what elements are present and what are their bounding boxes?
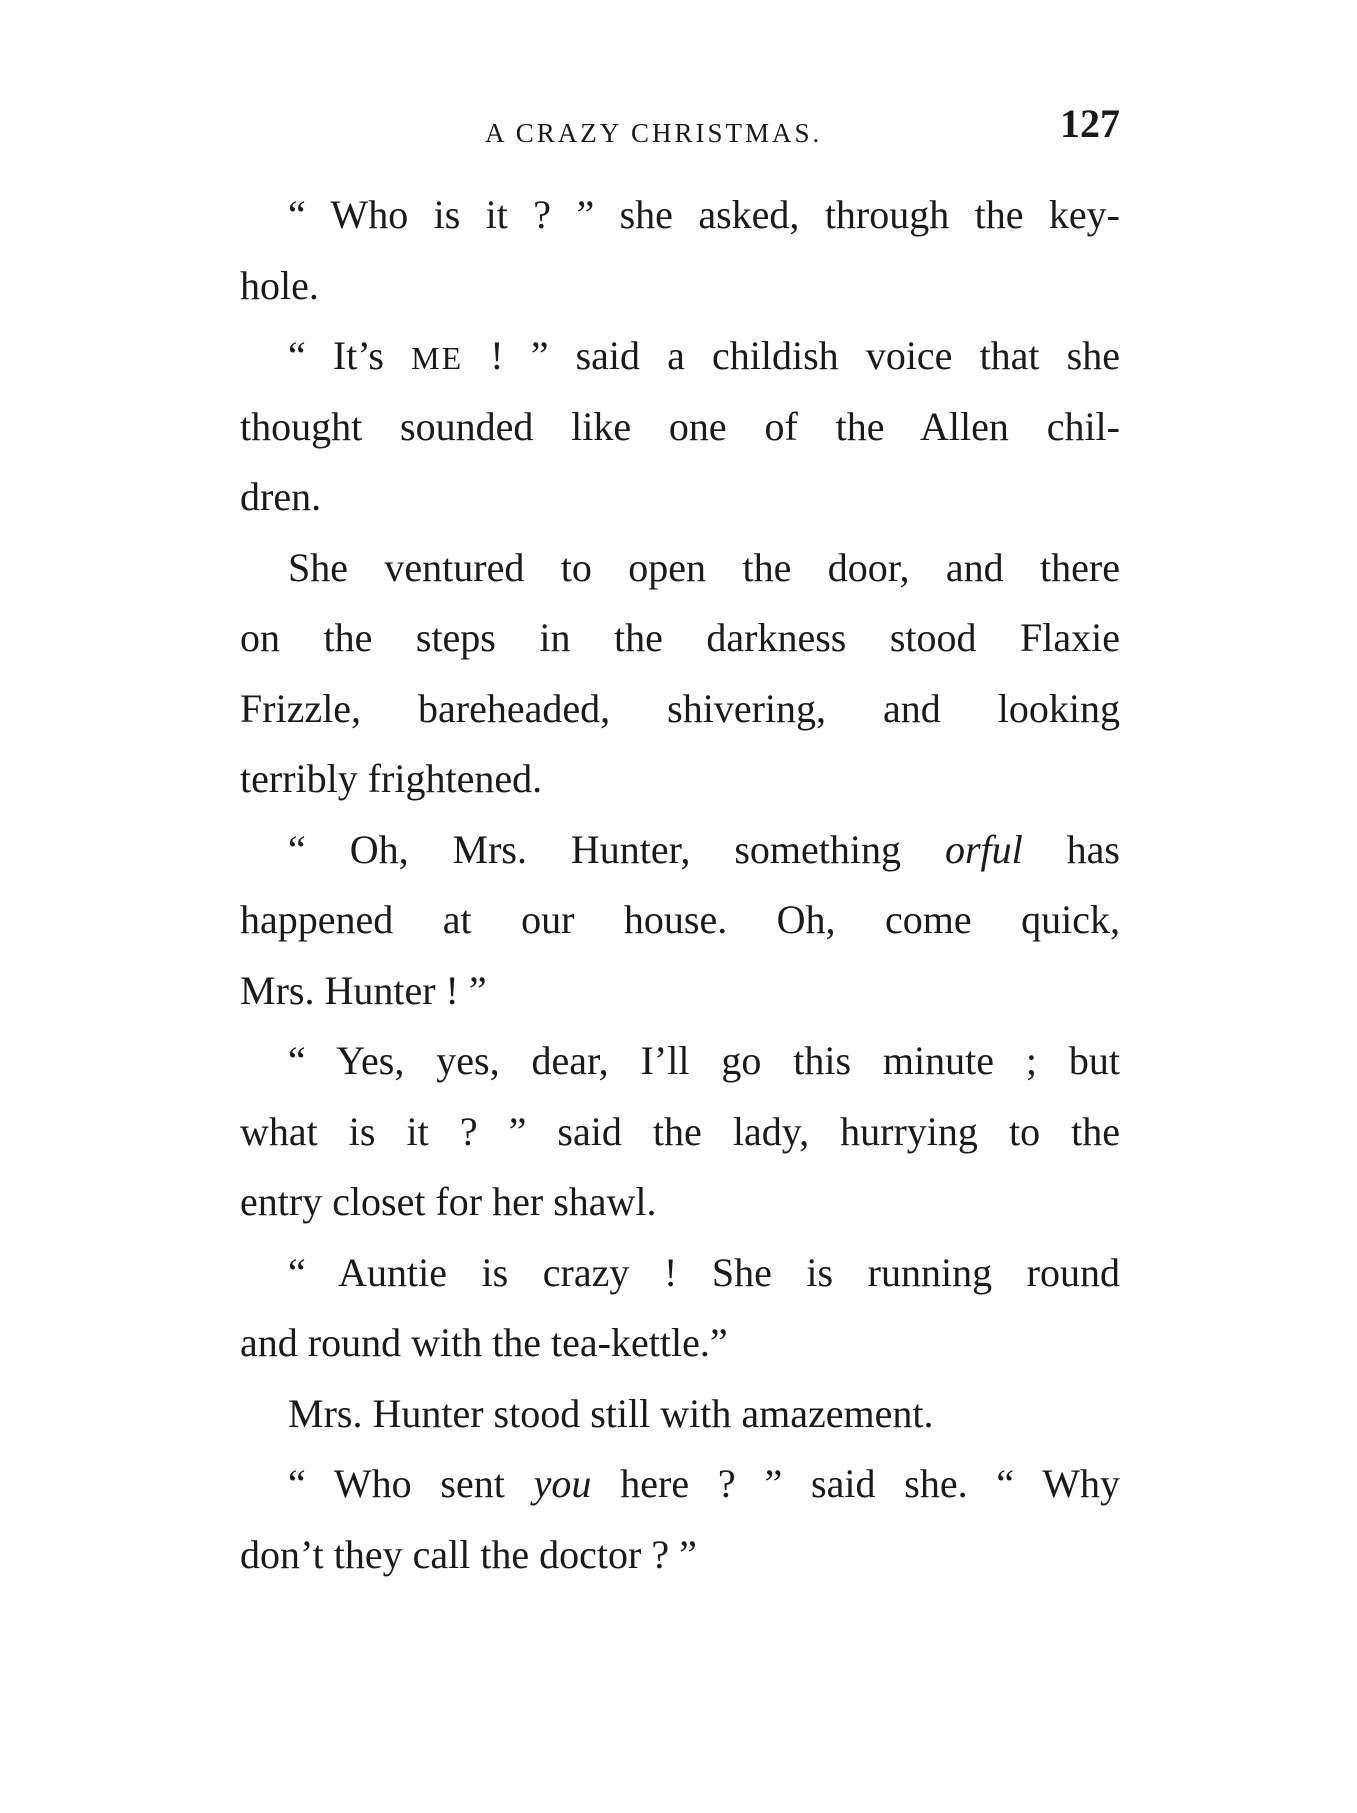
text-line: Mrs. Hunter ! ” bbox=[240, 967, 487, 1013]
text-line: happened at our house. Oh, come quick, bbox=[240, 897, 1120, 942]
text-line: Mrs. Hunter stood still with amazement. bbox=[288, 1390, 934, 1436]
text-line: “ Yes, yes, dear, I’ll go this minute ; but bbox=[288, 1038, 1120, 1083]
text-line: thought sounded like one of the Allen chil- bbox=[240, 403, 1120, 449]
italic-word: orful bbox=[944, 826, 1023, 872]
text-line: “ Who sent you here ? ” said she. “ Why bbox=[288, 1461, 1121, 1506]
running-head bbox=[240, 100, 1120, 160]
text-line: hole. bbox=[240, 262, 319, 308]
text-line: “ Auntie is crazy ! She is running round bbox=[288, 1249, 1120, 1295]
text-line: Frizzle, bareheaded, shivering, and looking bbox=[240, 685, 1120, 731]
text-line: terribly frightened. bbox=[240, 756, 543, 801]
text-line: “ Who is it ? ” she asked, through the key- bbox=[288, 192, 1120, 237]
text-line: on the steps in the darkness stood Flaxie bbox=[240, 615, 1120, 660]
page-number: 127 bbox=[1060, 101, 1120, 146]
running-title: A CRAZY CHRISTMAS. bbox=[485, 118, 823, 148]
text-line: “ It’s ME ! ” said a childish voice that she bbox=[288, 333, 1120, 378]
text-line: entry closet for her shawl. bbox=[240, 1179, 657, 1224]
text-line: “ Oh, Mrs. Hunter, something orful has bbox=[288, 826, 1120, 872]
text-line: dren. bbox=[240, 474, 322, 519]
body-text bbox=[240, 180, 1120, 1590]
text-line: don’t they call the doctor ? ” bbox=[240, 1531, 697, 1577]
text-line: and round with the tea-kettle.” bbox=[240, 1320, 728, 1365]
text-line: what is it ? ” said the lady, hurrying to the bbox=[240, 1108, 1120, 1154]
italic-word: you bbox=[533, 1461, 592, 1506]
text-line: She ventured to open the door, and there bbox=[288, 544, 1120, 590]
small-caps-word: ME bbox=[411, 340, 464, 376]
